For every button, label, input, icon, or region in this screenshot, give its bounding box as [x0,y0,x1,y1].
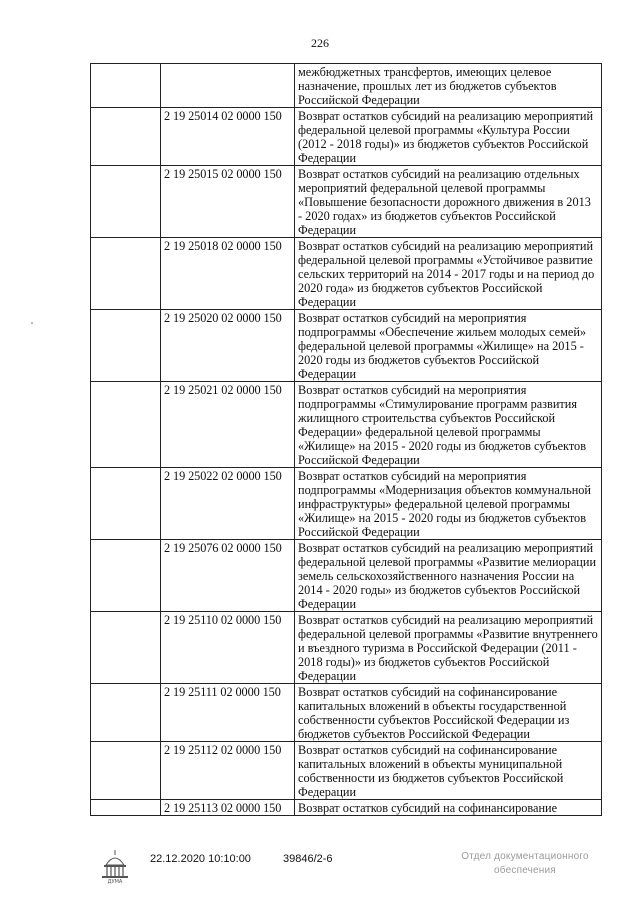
row-empty-cell [91,382,161,468]
row-description: Возврат остатков субсидий на реализацию мероприятий федеральной целевой программы «Культура России (2012 - 2018 годы)» из бюджетов субъектов Российской Федерации [295,108,602,166]
row-empty-cell [91,742,161,800]
table-row [91,310,602,382]
row-description: Возврат остатков субсидий на реализацию мероприятий федеральной целевой программы «Развитие мелиорации земель сельскохозяйственного назначения России на 2014 - 2020 годы» из бюджетов субъектов Российской Федерации [295,540,602,612]
svg-text:ДУМА: ДУМА [107,879,123,884]
row-empty-cell [91,540,161,612]
row-description: межбюджетных трансфертов, имеющих целевое назначение, прошлых лет из бюджетов субъектов Российской Федерации [295,64,602,108]
table-row [91,684,602,742]
footer-datetime: 22.12.2020 10:10:00 [150,853,251,865]
row-empty-cell [91,166,161,238]
row-empty-cell [91,108,161,166]
dept-line-2: обеспечения [494,865,556,876]
footer-doc-number: 39846/2-6 [283,853,333,865]
row-code [161,64,295,108]
row-code: 2 19 25076 02 0000 150 [161,540,295,612]
row-empty-cell [91,310,161,382]
row-code: 2 19 25020 02 0000 150 [161,310,295,382]
row-description: Возврат остатков субсидий на мероприятия подпрограммы «Стимулирование программ развития жилищного строительства субъектов Российской Федерации» федеральной целевой программы «Жилище» на 2015 - 2020 годы из бюджетов субъектов Российской Федерации [295,382,602,468]
footer-department-stamp [440,850,610,878]
row-empty-cell [91,800,161,816]
dept-line-1: Отдел документационного [461,851,589,862]
row-code: 2 19 25022 02 0000 150 [161,468,295,540]
table-row [91,468,602,540]
row-description: Возврат остатков субсидий на мероприятия подпрограммы «Модернизация объектов коммунальной инфраструктуры» федеральной целевой программы «Жилище» на 2015 - 2020 годы из бюджетов субъектов Российской Федерации [295,468,602,540]
table-row [91,382,602,468]
table-row [91,64,602,108]
row-code: 2 19 25111 02 0000 150 [161,684,295,742]
row-description: Возврат остатков субсидий на софинансирование [295,800,602,816]
row-empty-cell [91,238,161,310]
table-row [91,238,602,310]
page-number: 226 [311,36,329,50]
table-row [91,800,602,816]
row-empty-cell [91,468,161,540]
row-code: 2 19 25113 02 0000 150 [161,800,295,816]
row-code: 2 19 25112 02 0000 150 [161,742,295,800]
margin-mark [31,322,33,324]
budget-codes-table [90,63,602,816]
row-code: 2 19 25021 02 0000 150 [161,382,295,468]
table-row [91,540,602,612]
row-description: Возврат остатков субсидий на реализацию мероприятий федеральной целевой программы «Устойчивое развитие сельских территорий на 2014 - 2017 годы и на период до 2020 года» из бюджетов субъектов Российской Федерации [295,238,602,310]
table-row [91,612,602,684]
duma-logo-icon [100,848,130,884]
row-description: Возврат остатков субсидий на мероприятия подпрограммы «Обеспечение жильем молодых семей» федеральной целевой программы «Жилище» на 2015 - 2020 годы из бюджетов субъектов Российской Федерации [295,310,602,382]
page-footer [0,848,640,893]
row-code: 2 19 25014 02 0000 150 [161,108,295,166]
row-description: Возврат остатков субсидий на софинансирование капитальных вложений в объекты государственной собственности субъектов Российской Федерации из бюджетов субъектов Российской Федерации [295,684,602,742]
table-row [91,166,602,238]
table-row [91,108,602,166]
row-code: 2 19 25018 02 0000 150 [161,238,295,310]
row-description: Возврат остатков субсидий на реализацию отдельных мероприятий федеральной целевой программы «Повышение безопасности дорожного движения в 2013 - 2020 годах» из бюджетов субъектов Российской Федерации [295,166,602,238]
row-description: Возврат остатков субсидий на софинансирование капитальных вложений в объекты муниципальной собственности из бюджетов субъектов Российской Федерации [295,742,602,800]
row-code: 2 19 25110 02 0000 150 [161,612,295,684]
table-body [91,64,602,816]
row-empty-cell [91,64,161,108]
row-code: 2 19 25015 02 0000 150 [161,166,295,238]
row-empty-cell [91,612,161,684]
row-description: Возврат остатков субсидий на реализацию мероприятий федеральной целевой программы «Развитие внутреннего и въездного туризма в Российской Федерации (2011 - 2018 годы)» из бюджетов субъектов Российской Федерации [295,612,602,684]
row-empty-cell [91,684,161,742]
table-row [91,742,602,800]
